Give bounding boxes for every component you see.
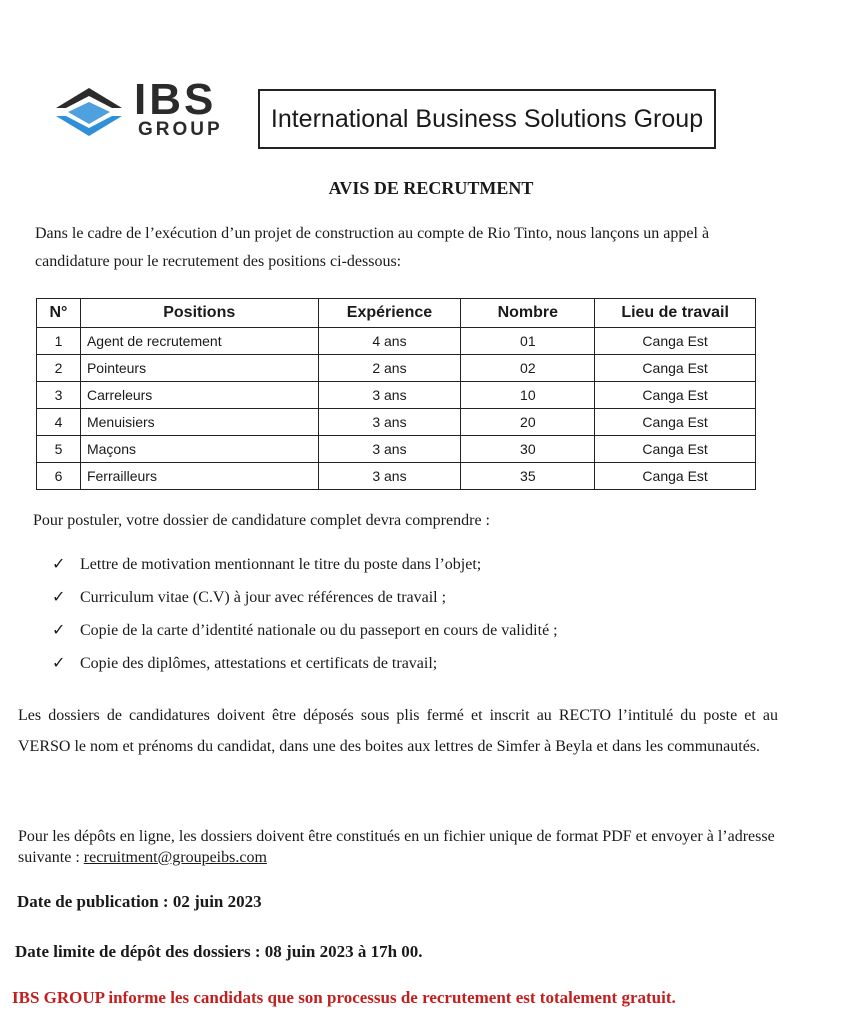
email-link[interactable]: recruitment@groupeibs.com <box>83 849 267 866</box>
row-experience: 4 ans <box>318 328 461 355</box>
header-location: Lieu de travail <box>595 299 756 328</box>
row-position: Carreleurs <box>80 382 318 409</box>
logo-group-text: GROUP <box>138 119 223 140</box>
deposit-paragraph: Les dossiers de candidatures doivent être déposés sous plis fermé et inscrit au RECTO l’intitulé du poste et au VERSO le nom et prénoms du candidat, dans une des boites aux lettres de Simfer à Beyla et dans les communautés. <box>18 707 778 755</box>
row-count: 35 <box>461 463 595 490</box>
checkmark-icon: ✓ <box>52 622 66 639</box>
checkmark-icon: ✓ <box>52 589 66 606</box>
table-header-row <box>37 299 756 328</box>
page-title: AVIS DE RECRUTMENT <box>328 178 534 198</box>
requirement-text: Copie des diplômes, attestations et certificats de travail; <box>80 655 438 672</box>
row-position: Ferrailleurs <box>80 463 318 490</box>
ibs-logo <box>54 75 244 142</box>
row-count: 02 <box>461 355 595 382</box>
row-number: 1 <box>37 328 81 355</box>
table-row <box>37 463 756 490</box>
row-count: 01 <box>461 328 595 355</box>
list-item <box>52 647 558 680</box>
list-item <box>52 548 558 581</box>
row-count: 30 <box>461 436 595 463</box>
table-row <box>37 436 756 463</box>
free-process-notice: IBS GROUP informe les candidats que son processus de recrutement est totalement gratuit. <box>12 988 676 1007</box>
checkmark-icon: ✓ <box>52 556 66 573</box>
header-experience: Expérience <box>318 299 461 328</box>
header-number: N° <box>37 299 81 328</box>
table-row <box>37 382 756 409</box>
ibs-logo-mark-icon <box>54 86 124 140</box>
row-count: 10 <box>461 382 595 409</box>
row-experience: 3 ans <box>318 382 461 409</box>
publication-date: Date de publication : 02 juin 2023 <box>17 892 262 911</box>
row-position: Agent de recrutement <box>80 328 318 355</box>
online-paragraph <box>18 826 778 868</box>
row-location: Canga Est <box>595 328 756 355</box>
row-location: Canga Est <box>595 409 756 436</box>
row-position: Pointeurs <box>80 355 318 382</box>
requirement-text: Copie de la carte d’identité nationale ou du passeport en cours de validité ; <box>80 622 558 639</box>
row-number: 3 <box>37 382 81 409</box>
header-positions: Positions <box>80 299 318 328</box>
row-number: 4 <box>37 409 81 436</box>
row-number: 6 <box>37 463 81 490</box>
row-number: 5 <box>37 436 81 463</box>
row-position: Menuisiers <box>80 409 318 436</box>
positions-table <box>36 298 756 490</box>
row-experience: 3 ans <box>318 409 461 436</box>
row-location: Canga Est <box>595 355 756 382</box>
table-row <box>37 328 756 355</box>
row-location: Canga Est <box>595 382 756 409</box>
requirements-intro: Pour postuler, votre dossier de candidature complet devra comprendre : <box>33 512 490 529</box>
row-position: Maçons <box>80 436 318 463</box>
requirement-text: Lettre de motivation mentionnant le titre du poste dans l’objet; <box>80 556 482 573</box>
row-number: 2 <box>37 355 81 382</box>
online-text: Pour les dépôts en ligne, les dossiers doivent être constitués en un fichier unique de format PDF et envoyer à l’adresse suivante : <box>18 828 775 866</box>
company-name-box: International Business Solutions Group <box>258 89 716 149</box>
row-count: 20 <box>461 409 595 436</box>
intro-paragraph: Dans le cadre de l’exécution d’un projet de construction au compte de Rio Tinto, nous lançons un appel à candidature pour le recrutement des positions ci-dessous: <box>35 225 710 270</box>
list-item <box>52 614 558 647</box>
row-experience: 3 ans <box>318 463 461 490</box>
deadline-date: Date limite de dépôt des dossiers : 08 juin 2023 à 17h 00. <box>15 942 423 961</box>
requirements-list <box>52 548 558 680</box>
list-item <box>52 581 558 614</box>
row-location: Canga Est <box>595 436 756 463</box>
row-experience: 3 ans <box>318 436 461 463</box>
row-location: Canga Est <box>595 463 756 490</box>
table-row <box>37 409 756 436</box>
logo-ibs-text: IBS <box>134 75 217 124</box>
checkmark-icon: ✓ <box>52 655 66 672</box>
row-experience: 2 ans <box>318 355 461 382</box>
table-row <box>37 355 756 382</box>
requirement-text: Curriculum vitae (C.V) à jour avec références de travail ; <box>80 589 447 606</box>
header-count: Nombre <box>461 299 595 328</box>
